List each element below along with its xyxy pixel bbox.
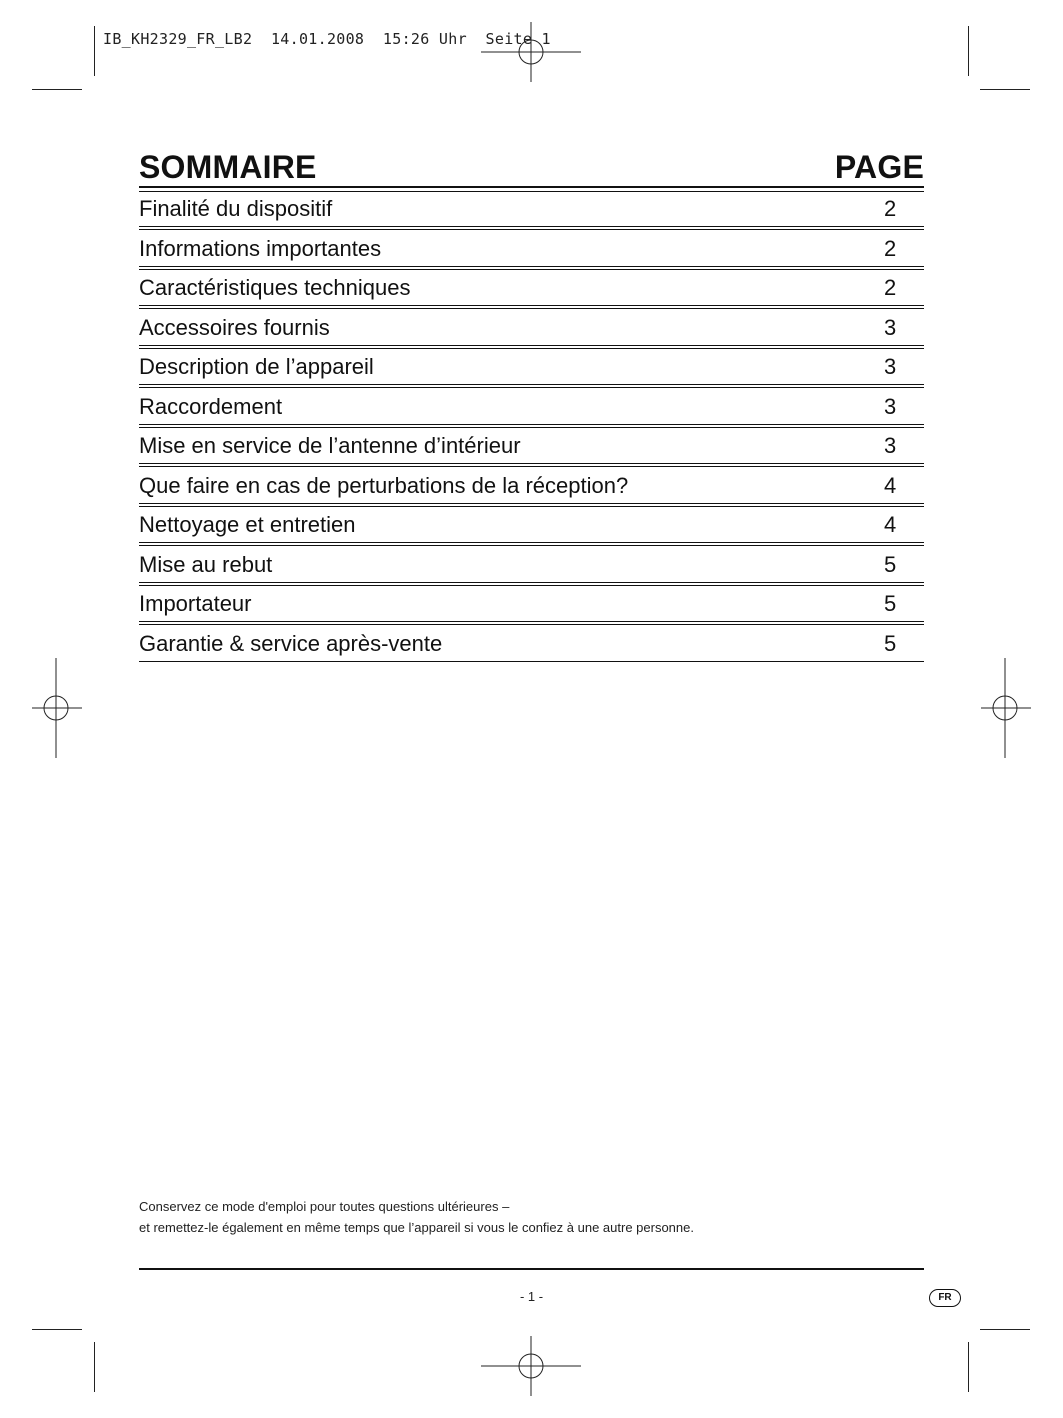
toc-entry-title: Que faire en cas de perturbations de la réception? xyxy=(139,472,629,498)
print-slug: IB_KH2329_FR_LB2 14.01.2008 15:26 Uhr Seite 1 xyxy=(103,30,551,48)
registration-mark-left xyxy=(6,658,106,758)
toc-entry-title: Finalité du dispositif xyxy=(139,196,333,221)
toc-entry[interactable] xyxy=(139,627,924,662)
toc-entry-page: 3 xyxy=(884,393,897,419)
toc-entry-title: Raccordement xyxy=(139,393,283,419)
toc-entry-page: 3 xyxy=(884,433,897,458)
table-of-contents xyxy=(139,146,924,662)
toc-entry[interactable] xyxy=(139,390,924,425)
toc-entry-title: Informations importantes xyxy=(139,235,382,261)
toc-entry[interactable] xyxy=(139,311,924,346)
toc-entry-page: 2 xyxy=(884,235,897,261)
toc-entry-title: Mise en service de l’antenne d’intérieur xyxy=(139,433,521,458)
toc-list xyxy=(139,192,924,662)
toc-entry-page: 5 xyxy=(884,591,897,616)
crop-mark xyxy=(94,26,95,76)
toc-entry[interactable] xyxy=(139,350,924,385)
toc-entry-title: Accessoires fournis xyxy=(139,314,330,340)
toc-entry[interactable] xyxy=(139,548,924,583)
toc-entry-page: 5 xyxy=(884,630,897,656)
toc-entry-page: 5 xyxy=(884,551,897,577)
toc-entry-page: 3 xyxy=(884,354,897,379)
toc-entry[interactable] xyxy=(139,192,924,227)
toc-entry-title: Caractéristiques techniques xyxy=(139,275,411,300)
toc-entry-page: 2 xyxy=(884,275,897,300)
toc-entry-title: Nettoyage et entretien xyxy=(139,512,356,537)
toc-entry[interactable] xyxy=(139,271,924,306)
page-number: - 1 - xyxy=(519,1289,544,1304)
toc-entry[interactable] xyxy=(139,508,924,543)
toc-title: SOMMAIRE xyxy=(139,149,317,185)
toc-entry-page: 4 xyxy=(884,472,897,498)
crop-mark xyxy=(980,89,1030,90)
toc-entry-page: 4 xyxy=(884,512,897,537)
toc-page-heading: PAGE xyxy=(834,149,924,185)
toc-entry-page: 2 xyxy=(884,196,897,221)
crop-mark xyxy=(32,89,82,90)
crop-mark xyxy=(968,1342,969,1392)
crop-mark xyxy=(32,1329,82,1330)
registration-mark-top xyxy=(481,2,581,102)
toc-entry-title: Description de l’appareil xyxy=(139,354,374,379)
retention-note-line: et remettez-le également en même temps que l’appareil si vous le confiez à une autre personne. xyxy=(139,1220,694,1235)
toc-entry-title: Importateur xyxy=(139,591,252,616)
registration-mark-bottom xyxy=(481,1316,581,1416)
toc-entry[interactable] xyxy=(139,587,924,622)
retention-note-line: Conservez ce mode d'emploi pour toutes questions ultérieures – xyxy=(139,1199,510,1214)
crop-mark xyxy=(94,1342,95,1392)
toc-entry-title: Garantie & service après-vente xyxy=(139,630,443,656)
toc-entry-title: Mise au rebut xyxy=(139,551,273,577)
language-badge: FR xyxy=(929,1289,961,1307)
toc-entry[interactable] xyxy=(139,469,924,504)
registration-mark-right xyxy=(955,658,1055,758)
toc-entry[interactable] xyxy=(139,232,924,267)
footer-divider xyxy=(139,1268,924,1270)
crop-mark xyxy=(968,26,969,76)
toc-entry[interactable] xyxy=(139,429,924,464)
toc-entry-page: 3 xyxy=(884,314,897,340)
crop-mark xyxy=(980,1329,1030,1330)
retention-note xyxy=(139,1196,694,1238)
toc-header xyxy=(139,146,924,188)
